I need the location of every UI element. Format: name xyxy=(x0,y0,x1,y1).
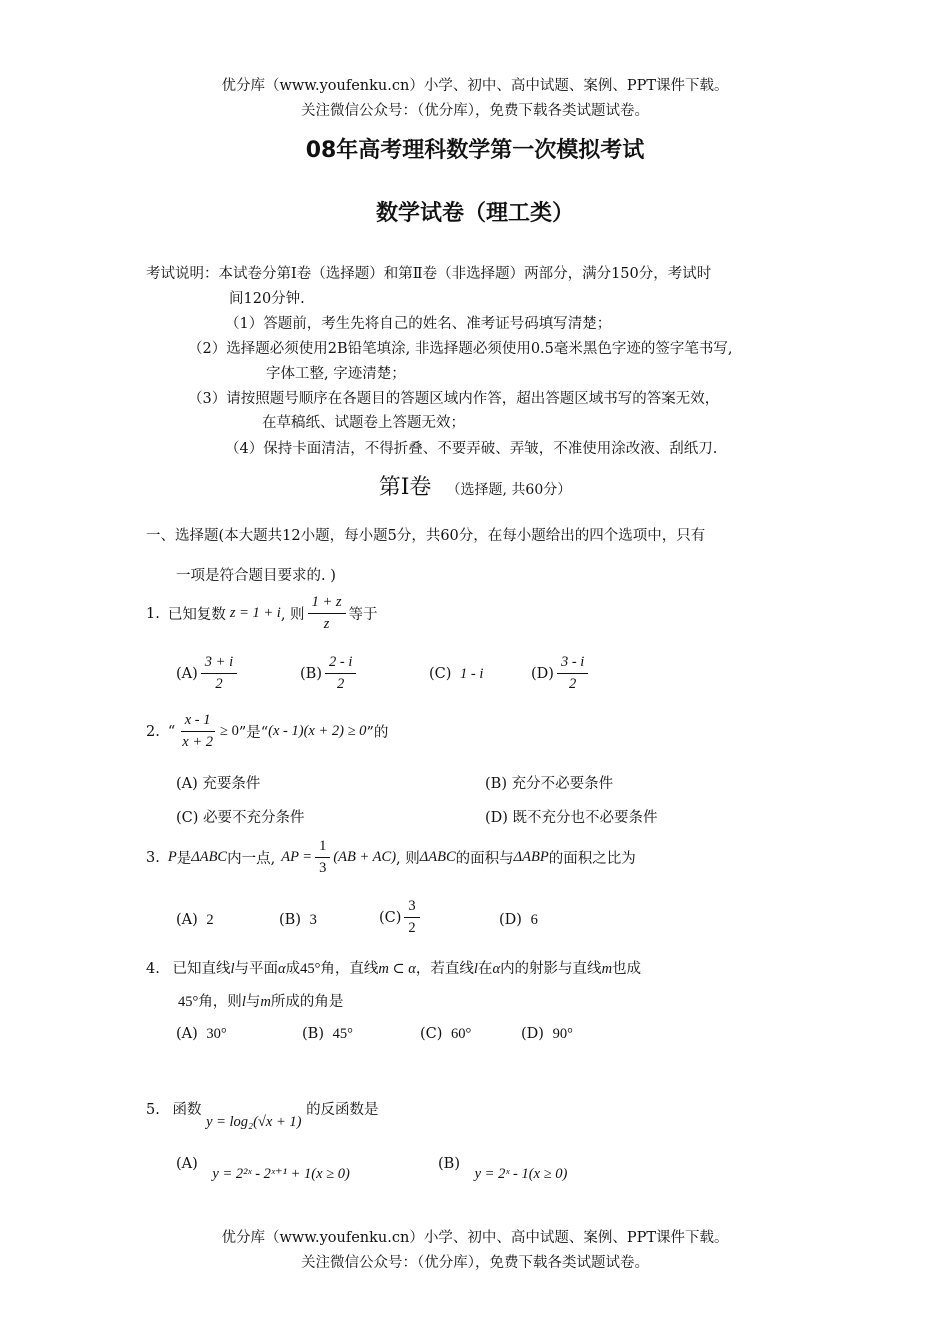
q3-option-d xyxy=(499,912,538,929)
q1-stem-b: , 则 xyxy=(280,607,305,624)
q1-option-b xyxy=(300,654,359,694)
q4-l1: l xyxy=(230,961,235,977)
q3-d-label: (D) xyxy=(499,912,522,928)
q3-area-ratio: 的面积与 xyxy=(455,851,514,868)
q1-option-d xyxy=(531,654,591,694)
q3-ap: AP = xyxy=(281,849,313,866)
q2-number: 2. xyxy=(146,723,160,740)
q4-m3: m xyxy=(260,994,271,1010)
q4-option-c xyxy=(420,1026,471,1043)
q3-d-val: 6 xyxy=(530,912,538,928)
q1-d-num: 3 - i xyxy=(557,654,588,674)
q2-fraction xyxy=(178,712,217,752)
q1-d-label: (D) xyxy=(531,665,554,682)
q3-tri2: ΔABC xyxy=(419,849,456,866)
q4-option-d xyxy=(521,1026,573,1043)
q4-alpha2: α xyxy=(492,961,501,977)
q4-s1: 已知直线 xyxy=(172,961,231,977)
page-subtitle: 数学试卷（理工类） xyxy=(375,201,574,226)
instructions-item-3-line1: （3）请按照题号顺序在各题目的答题区域内作答，超出答题区域书写的答案无效， xyxy=(188,391,720,407)
q3-vec: (AB + AC) xyxy=(333,849,397,866)
q3-number: 3. xyxy=(146,849,160,866)
section1-line1: 一、选择题(本大题共12小题，每小题5分，共60分，在每小题给出的四个选项中，只有 xyxy=(146,528,706,544)
q5-a-label: (A) xyxy=(176,1156,198,1172)
volume-note: （选择题, 共60分） xyxy=(446,482,572,498)
q2-frac-num: x - 1 xyxy=(181,712,215,732)
q1-z-def: z = 1 + i xyxy=(229,605,281,622)
q5-option-b xyxy=(438,1156,568,1182)
q5-b-val: y = 2ˣ - 1(x ≥ 0) xyxy=(474,1166,568,1182)
footer-line-1: 优分库（www.youfenku.cn）小学、初中、高中试题、案例、PPT课件下载。 xyxy=(221,1230,729,1246)
q2-mid: ”是“ xyxy=(238,725,269,742)
q1-frac-den: z xyxy=(323,616,330,633)
q3-fraction xyxy=(315,838,330,878)
q3-is: 是 xyxy=(176,851,192,868)
q1-b-num: 2 - i xyxy=(325,654,356,674)
question-2 xyxy=(146,712,388,752)
q2-rel: ≥ 0 xyxy=(220,723,239,740)
q3-frac-den: 3 xyxy=(319,860,327,877)
q1-option-c xyxy=(429,666,483,683)
q3-inside: 内一点, xyxy=(227,851,276,868)
header-line-1: 优分库（www.youfenku.cn）小学、初中、高中试题、案例、PPT课件下载。 xyxy=(221,78,729,94)
q1-c-val: 1 - i xyxy=(460,666,484,682)
q3-option-c xyxy=(379,898,423,938)
q1-c-label: (C) xyxy=(429,666,452,682)
q4-s11: 所成的角是 xyxy=(270,994,344,1010)
q4-a-label: (A) xyxy=(176,1026,198,1042)
question-4 xyxy=(146,957,641,978)
q3-c-label: (C) xyxy=(379,909,402,926)
q4-d-label: (D) xyxy=(521,1026,544,1042)
page-title: 08年高考理科数学第一次模拟考试 xyxy=(305,138,645,163)
q4-option-b xyxy=(302,1026,353,1043)
q5-a-val: y = 2²ˣ - 2ˣ⁺¹ + 1(x ≥ 0) xyxy=(212,1166,350,1182)
q4-l3: l xyxy=(241,994,246,1010)
q4-number: 4. xyxy=(146,961,160,977)
q1-frac-num: 1 + z xyxy=(308,594,346,614)
q3-tri1: ΔABC xyxy=(191,849,228,866)
q4-s7: 内的射影与直线 xyxy=(500,961,602,977)
q1-a-num: 3 + i xyxy=(201,654,237,674)
question-4-line2 xyxy=(178,990,343,1011)
header-line-2: 关注微信公众号：（优分库），免费下载各类试题试卷。 xyxy=(301,103,649,119)
instructions-item-3-line2: 在草稿纸、试题卷上答题无效； xyxy=(262,415,465,431)
q4-s8: 也成 xyxy=(612,961,642,977)
q4-b-label: (B) xyxy=(302,1026,324,1042)
q1-b-den: 2 xyxy=(337,676,345,693)
q1-number: 1. xyxy=(146,605,160,622)
instructions-item-2-line2: 字体工整, 字迹清楚； xyxy=(266,366,406,382)
q5-s1: 函数 xyxy=(172,1102,202,1118)
q2-frac-den: x + 2 xyxy=(182,734,213,751)
q2-option-a: (A) 充要条件 xyxy=(176,776,261,792)
q4-s9: 角，则 xyxy=(198,994,242,1010)
section1-line2: 一项是符合题目要求的. ) xyxy=(176,568,336,584)
q5-option-a xyxy=(176,1156,350,1182)
q4-s3: 成 xyxy=(285,961,301,977)
q3-option-a xyxy=(176,912,214,929)
q3-c-num: 3 xyxy=(404,898,419,918)
volume-name: 第Ⅰ卷 xyxy=(378,475,432,500)
q3-c-fraction xyxy=(404,898,419,938)
q3-tri3: ΔABP xyxy=(513,849,549,866)
question-1 xyxy=(146,594,378,634)
q4-ang1: 45° xyxy=(300,961,321,977)
q5-s2: 的反函数是 xyxy=(306,1102,379,1118)
q4-l2: l xyxy=(473,961,478,977)
q3-tail: 的面积之比为 xyxy=(548,851,636,868)
q2-expr: (x - 1)(x + 2) ≥ 0 xyxy=(268,723,367,740)
q1-b-label: (B) xyxy=(300,665,322,682)
q1-fraction xyxy=(308,594,346,634)
q4-s6: 在 xyxy=(477,961,493,977)
q4-s5: ，若直线 xyxy=(415,961,474,977)
q2-open-quote: “ xyxy=(167,723,176,740)
q2-end: ”的 xyxy=(366,725,389,742)
q4-alpha1: α xyxy=(277,961,286,977)
q4-c-val: 60° xyxy=(451,1026,472,1042)
instructions-item-2-line1: （2）选择题必须使用2B铅笔填涂, 非选择题必须使用0.5毫米黑色字迹的签字笔书写, xyxy=(188,341,733,357)
q4-b-val: 45° xyxy=(332,1026,353,1042)
q4-d-val: 90° xyxy=(552,1026,573,1042)
q1-stem-a: 已知复数 xyxy=(167,607,226,624)
footer-line-2: 关注微信公众号：（优分库），免费下载各类试题试卷。 xyxy=(301,1255,649,1271)
q1-a-den: 2 xyxy=(215,676,223,693)
q2-option-c: (C) 必要不充分条件 xyxy=(176,810,305,826)
q4-s10: 与 xyxy=(245,994,261,1010)
q3-then: , 则 xyxy=(396,851,420,868)
q2-option-d: (D) 既不充分也不必要条件 xyxy=(485,810,658,826)
q4-s2: 与平面 xyxy=(234,961,278,977)
q5-func: y = log₂(√x + 1) xyxy=(206,1114,302,1130)
instructions-item-1: （1）答题前，考生先将自己的姓名、准考证号码填写清楚； xyxy=(225,316,612,332)
q4-c-label: (C) xyxy=(420,1026,443,1042)
question-5 xyxy=(146,1098,379,1130)
q3-a-label: (A) xyxy=(176,912,198,928)
q2-option-b: (B) 充分不必要条件 xyxy=(485,776,614,792)
q3-b-label: (B) xyxy=(279,912,301,928)
q4-ang2: 45° xyxy=(178,994,199,1010)
q1-b-fraction xyxy=(325,654,356,694)
q4-a-val: 30° xyxy=(206,1026,227,1042)
q3-frac-num: 1 xyxy=(315,838,330,858)
q3-p: P xyxy=(167,849,177,866)
volume-heading xyxy=(0,470,950,501)
q1-option-a xyxy=(176,654,240,694)
q3-a-val: 2 xyxy=(206,912,214,928)
instructions-item-4: （4）保持卡面清洁，不得折叠、不要弄破、弄皱，不准使用涂改液、刮纸刀. xyxy=(225,441,718,457)
q4-s4: 角，直线 xyxy=(320,961,379,977)
instructions-intro-line1: 考试说明：本试卷分第Ⅰ卷（选择题）和第Ⅱ卷（非选择题）两部分，满分150分，考试时 xyxy=(146,266,712,282)
q3-c-den: 2 xyxy=(408,920,416,937)
q1-a-label: (A) xyxy=(176,665,198,682)
q1-stem-c: 等于 xyxy=(348,607,378,624)
q4-m2: m xyxy=(601,961,613,977)
instructions-intro-line2: 间120分钟. xyxy=(229,291,305,307)
q3-b-val: 3 xyxy=(309,912,317,928)
q5-number: 5. xyxy=(146,1102,160,1118)
q3-option-b xyxy=(279,912,317,929)
q1-d-fraction xyxy=(557,654,588,694)
q1-a-fraction xyxy=(201,654,237,694)
question-3 xyxy=(146,838,636,878)
q1-d-den: 2 xyxy=(569,676,577,693)
q4-msub: m ⊂ α xyxy=(378,961,416,977)
q5-b-label: (B) xyxy=(438,1156,460,1172)
q4-option-a xyxy=(176,1026,227,1043)
